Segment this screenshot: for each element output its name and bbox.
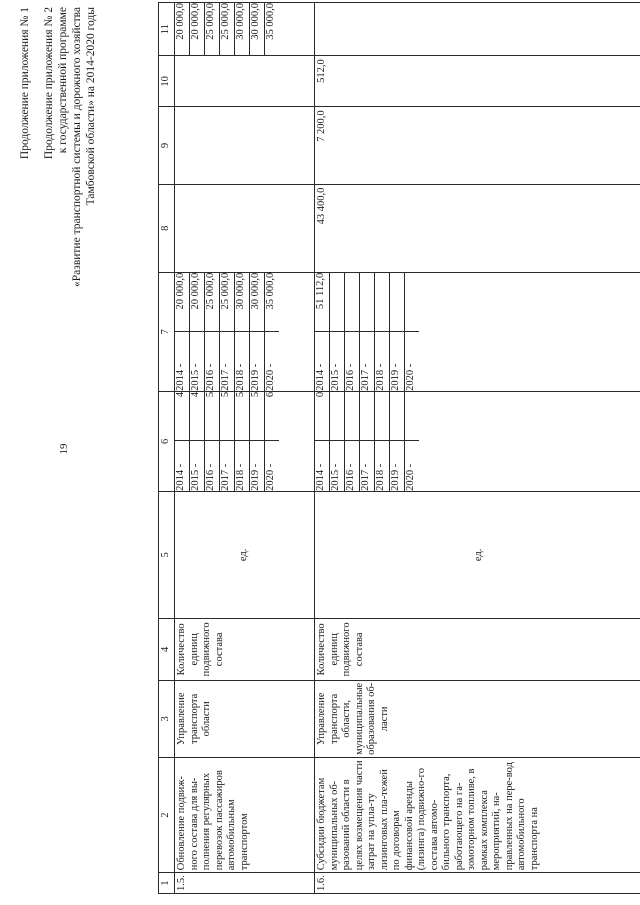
executor-cell-text: Управление транспорта области: [176, 692, 212, 746]
year-value: [360, 392, 375, 441]
year-label: 2019 -: [390, 441, 405, 491]
year-row: [390, 392, 405, 491]
year-value: 30 000,0: [250, 273, 265, 332]
unit-cell: [175, 491, 315, 618]
year-label: 2016 -: [345, 331, 360, 391]
year-label: 2018 -: [375, 441, 390, 491]
year-row: [265, 273, 280, 391]
other-sources-value: 30 000,0: [250, 3, 265, 55]
column-header: 8: [159, 184, 175, 272]
year-label: 2015 -: [330, 331, 345, 391]
target-values-cell-years: [315, 392, 419, 491]
measure-name-cell-text: Субсидии бюджетам муниципальных об-разований области в целях возмещения части затрат на упла-ту лизинговых пла-тежей по договорам финансовой аренды (лизинга) подвижно-го состава автомо-бильного транспорта, работающего на га-зомоторном топливе, в рамках комплекса мероприятий, на-правленных на пере-вод автомобильного транспорта на: [316, 760, 540, 871]
year-label: 2014 -: [175, 441, 190, 491]
year-value: 6: [265, 391, 276, 398]
row-number-cell-text: 1.6.: [316, 875, 327, 891]
header-line-3: к государственной программе: [57, 7, 69, 154]
year-row: [235, 273, 250, 391]
year-value: [390, 273, 405, 332]
other-sources-value: 25 000,0: [205, 3, 220, 55]
column-header: 2: [159, 757, 175, 872]
appendix-header: [18, 7, 98, 327]
year-value: 20 000,0: [175, 273, 190, 332]
other-sources-value: 20 000,0: [175, 3, 190, 55]
unit-cell-text: ед.: [473, 548, 485, 562]
column-header: 9: [159, 107, 175, 184]
header-line-2: Продолжение приложения № 2: [43, 7, 55, 160]
year-row: [265, 392, 280, 491]
unit-cell-text: ед.: [238, 548, 250, 562]
funding-total-cell: [315, 272, 640, 391]
year-label: 2016 -: [205, 441, 220, 491]
target-values-cell: [315, 391, 640, 491]
year-row: [190, 273, 205, 391]
year-value: 0: [315, 392, 330, 441]
measure-name-cell: [315, 757, 640, 872]
indicator-cell: [175, 618, 315, 680]
regional-budget-cell: [315, 107, 640, 184]
year-row: [360, 273, 375, 391]
column-header: 1: [159, 873, 175, 894]
program-table: [158, 2, 640, 894]
other-sources-value: 35 000,0: [265, 3, 276, 40]
year-row: [250, 273, 265, 391]
local-budget-cell: [175, 56, 315, 107]
year-row: [405, 273, 420, 391]
year-label: 2018 -: [235, 331, 250, 391]
row-number-cell-text: 1.5.: [176, 875, 187, 891]
column-header: 4: [159, 618, 175, 680]
year-label: 2020 -: [405, 331, 420, 391]
year-row: [390, 273, 405, 391]
year-row: [175, 273, 190, 391]
year-label: 2017 -: [220, 441, 235, 491]
year-row: [175, 392, 190, 491]
regional-budget-cell-value: [175, 107, 177, 183]
funding-total-cell-years: [315, 273, 419, 391]
federal-budget-cell-value: 43 400,0: [316, 187, 327, 225]
regional-budget-cell: [175, 107, 315, 184]
year-row: [220, 273, 235, 391]
year-value: 25 000,0: [205, 273, 220, 332]
year-label: 2020 -: [265, 441, 280, 491]
year-row: [330, 273, 345, 391]
unit-cell: [315, 491, 640, 618]
other-sources-values: [175, 3, 279, 55]
year-label: 2014 -: [315, 331, 330, 391]
row-number-cell: [315, 873, 640, 894]
year-label: 2019 -: [390, 331, 405, 391]
header-line-5: Тамбовской области» на 2014-2020 годы: [85, 7, 97, 206]
table-row: [315, 3, 640, 894]
year-value: 35 000,0: [265, 272, 276, 310]
local-budget-cell-value: [175, 56, 177, 106]
column-header: 10: [159, 56, 175, 107]
year-value: [330, 392, 345, 441]
year-label: 2016 -: [345, 441, 360, 491]
year-value: 5: [205, 392, 220, 441]
column-header: 5: [159, 491, 175, 618]
indicator-cell-text: Количество единиц подвижного состава: [316, 622, 365, 677]
year-value: [375, 273, 390, 332]
year-row: [345, 273, 360, 391]
year-label: 2014 -: [175, 331, 190, 391]
funding-total-cell: [175, 272, 315, 391]
year-row: [405, 392, 420, 491]
year-row: [360, 392, 375, 491]
year-value: 30 000,0: [235, 273, 250, 332]
column-header: 6: [159, 391, 175, 491]
year-row: [345, 392, 360, 491]
year-label: 2015 -: [190, 441, 205, 491]
regional-budget-cell-value: 7 200,0: [316, 110, 327, 142]
year-label: 2020 -: [265, 331, 280, 391]
year-value: [345, 273, 360, 332]
executor-cell: [175, 680, 315, 757]
year-label: 2014 -: [315, 441, 330, 491]
column-number-row: [159, 3, 175, 894]
year-label: 2015 -: [190, 331, 205, 391]
year-label: 2015 -: [330, 441, 345, 491]
target-values-cell-years: [175, 392, 279, 491]
year-row: [190, 392, 205, 491]
year-label: 2017 -: [220, 331, 235, 391]
column-header: 3: [159, 680, 175, 757]
other-sources-cell: [315, 3, 640, 56]
year-row: [205, 392, 220, 491]
year-label: 2017 -: [360, 331, 375, 391]
year-label: 2018 -: [235, 441, 250, 491]
other-sources-value: 20 000,0: [190, 3, 205, 55]
header-line-1: Продолжение приложения № 1: [19, 7, 31, 160]
year-value: 5: [250, 392, 265, 441]
year-row: [315, 273, 330, 391]
year-value: [405, 392, 420, 441]
indicator-cell: [315, 618, 640, 680]
year-value: [390, 392, 405, 441]
year-value: [345, 392, 360, 441]
year-value: [405, 273, 420, 332]
rotated-content: [10, 2, 630, 902]
year-row: [205, 273, 220, 391]
year-value: [330, 273, 345, 332]
other-sources-value: 25 000,0: [220, 3, 235, 55]
year-row: [315, 392, 330, 491]
measure-name-cell: [175, 757, 315, 872]
header-line-4: «Развитие транспортной системы и дорожного хозяйства: [71, 7, 83, 287]
year-row: [220, 392, 235, 491]
year-row: [375, 273, 390, 391]
year-value: 4: [175, 392, 190, 441]
year-label: 2020 -: [405, 441, 420, 491]
year-row: [330, 392, 345, 491]
year-row: [235, 392, 250, 491]
federal-budget-cell: [315, 184, 640, 272]
federal-budget-cell: [175, 184, 315, 272]
year-row: [250, 392, 265, 491]
year-label: 2019 -: [250, 331, 265, 391]
year-value: 25 000,0: [220, 273, 235, 332]
local-budget-cell-value: 512,0: [316, 59, 327, 83]
table-row: [175, 3, 315, 894]
indicator-cell-text: Количество единиц подвижного состава: [176, 622, 225, 677]
year-value: 4: [190, 392, 205, 441]
target-values-cell: [175, 391, 315, 491]
executor-cell-text: Управление транспорта области, муниципальные образования об-ласти: [316, 682, 390, 755]
year-value: [360, 273, 375, 332]
year-label: 2016 -: [205, 331, 220, 391]
local-budget-cell: [315, 56, 640, 107]
year-label: 2017 -: [360, 441, 375, 491]
year-value: 20 000,0: [190, 273, 205, 332]
year-row: [375, 392, 390, 491]
year-label: 2018 -: [375, 331, 390, 391]
funding-total-cell-years: [175, 273, 279, 391]
column-header: 11: [159, 3, 175, 56]
measure-name-cell-text: Обновление подвиж-ного состава для вы-полнения регулярных перевозок пассажиров автомобильным транспортом: [176, 770, 250, 871]
year-value: 5: [235, 392, 250, 441]
year-label: 2019 -: [250, 441, 265, 491]
other-sources-cell: [175, 3, 315, 56]
federal-budget-cell-value: [175, 185, 177, 272]
row-number-cell: [175, 873, 315, 894]
executor-cell: [315, 680, 640, 757]
page-number: 19: [58, 443, 70, 455]
column-header: 7: [159, 272, 175, 391]
year-value: 51 112,0: [315, 273, 330, 332]
year-value: 5: [220, 392, 235, 441]
year-value: [375, 392, 390, 441]
other-sources-value: 30 000,0: [235, 3, 250, 55]
